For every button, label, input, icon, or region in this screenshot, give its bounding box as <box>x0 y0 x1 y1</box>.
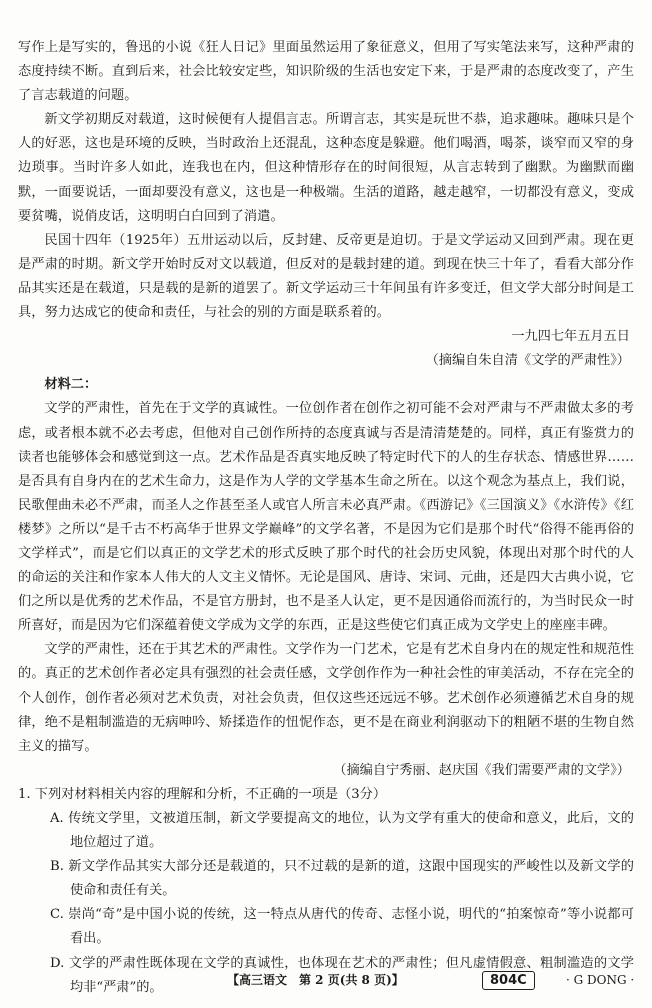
option-d: D. 文学的严肃性既体现在文学的真诚性，也体现在艺术的严肃性；但凡虚情假意、粗制滥造的文学均非“严肃”的。 <box>50 955 634 995</box>
material-heading: 材料二： <box>44 377 98 393</box>
material-source: （摘编自宁秀丽、赵庆国《我们需要严肃的文学》） <box>333 762 630 778</box>
brand-mark: · G DONG · <box>566 973 635 987</box>
paragraph: 写作上是写实的，鲁迅的小说《狂人日记》里面虽然运用了象征意义，但用了写实笔法来写，这种严肃的态度持续不断。直到后来，社会比较安定些，知识阶级的生活也安定下来，于是严肃的态度改变了，产生了言志载道的问题。 <box>18 40 634 104</box>
material-two <box>18 373 634 783</box>
material-source: （摘编自朱自清《文学的严肃性》） <box>425 353 630 369</box>
exam-code-badge: 804C <box>482 971 535 990</box>
page-footer <box>0 968 652 992</box>
material-date: 一九四七年五月五日 <box>511 329 630 345</box>
option-c: C. 崇尚“奇”是中国小说的传统，这一特点从唐代的传奇、志怪小说，明代的“拍案惊奇”等小说都可看出。 <box>50 907 634 947</box>
paragraph: 民国十四年（1925年）五卅运动以后，反封建、反帝更是迫切。于是文学运动又回到严肃。现在更是严肃的时期。新文学开始时反对文以载道，但反对的是载封建的道。到现在快三十年了，看看大部分作品其实还是在载道，只是载的是新的道罢了。新文学运动三十年间虽有许多变迁，但文学大部分时间是工具，努力达成它的使命和责任，与社会的别的方面是联系着的。 <box>18 232 634 321</box>
paragraph: 文学的严肃性，首先在于文学的真诚性。一位创作者在创作之初可能不会对严肃与不严肃做太多的考虑，或者根本就不必去考虑，但他对自己创作所持的态度真诚与否是清清楚楚的。同样，真正有鉴赏力的读者也能够体会和感觉到这一点。艺术作品是否真实地反映了特定时代下的人的生存状态、情感世界……是否具有自身内在的艺术生命力，这是作为人学的文学基本生命之所在。以这个观念为基点上，我们说，民歌俚曲未必不严肃，而圣人之作甚至圣人或官人所言未必真严肃。《西游记》《三国演义》《水浒传》《红楼梦》之所以“是千古不朽高华于世界文学巅峰”的文学名著，不是因为它们是那个时代“俗得不能再俗的文学样式”，而是它们以真正的文学艺术的形式反映了那个时代的社会历史风貌，体现出对那个时代的人的命运的关注和作家本人伟大的人文主义情怀。无论是国风、唐诗、宋词、元曲，还是四大古典小说，它们之所以是优秀的艺术作品，不是官方册封，也不是圣人认定，更不是因通俗而流行的，为当时民众一时所喜好，而是因为它们深蕴着使文学成为文学的东西，正是这些使它们真正成为文学史上的座座丰碑。 <box>18 401 634 634</box>
question-stem: 1. 下列对材料相关内容的理解和分析，不正确的一项是（3分） <box>18 786 387 802</box>
paragraph: 文学的严肃性，还在于其艺术的严肃性。文学作为一门艺术，它是有艺术自身内在的规定性和规范性的。真正的艺术创作者必定具有强烈的社会责任感，文学创作作为一种社会性的审美活动，不存在完全的个人创作，创作者必须对艺术负责，对社会负责，但仅这些还远远不够。艺术创作必须遵循艺术自身的规律，绝不是粗制滥造的无病呻吟、矫揉造作的忸怩作态，更不是在商业利润驱动下的粗陋不堪的生物自然主义的描写。 <box>18 642 634 754</box>
material-one-excerpt <box>18 36 634 373</box>
page-number: 【高三语文 第 2 页(共 8 页)】 <box>227 973 404 987</box>
option-b: B. 新文学作品其实大部分还是载道的，只不过载的是新的道，这跟中国现实的严峻性以及新文学的使命和责任有关。 <box>50 859 634 899</box>
option-a: A. 传统文学里，文被道压制，新文学要提高文的地位，认为文学有重大的使命和意义，此后，文的地位超过了道。 <box>50 811 634 851</box>
paragraph: 新文学初期反对载道，这时候便有人提倡言志。所谓言志，其实是玩世不恭，追求趣味。趣味只是个人的好恶，这也是环境的反映，当时政治上还混乱，这种态度是躲避。他们喝酒，喝茶，谈窄而又窄的身边琐事。当时许多人如此，连我也在内，但这种情形存在的时间很短，从言志转到了幽默。为幽默而幽默，一面要说话，一面却要没有意义，这也是一种极端。生活的道路，越走越窄，一切都没有意义，变成要贫嘴，说俏皮话，这明明白白回到了消遣。 <box>18 112 634 224</box>
